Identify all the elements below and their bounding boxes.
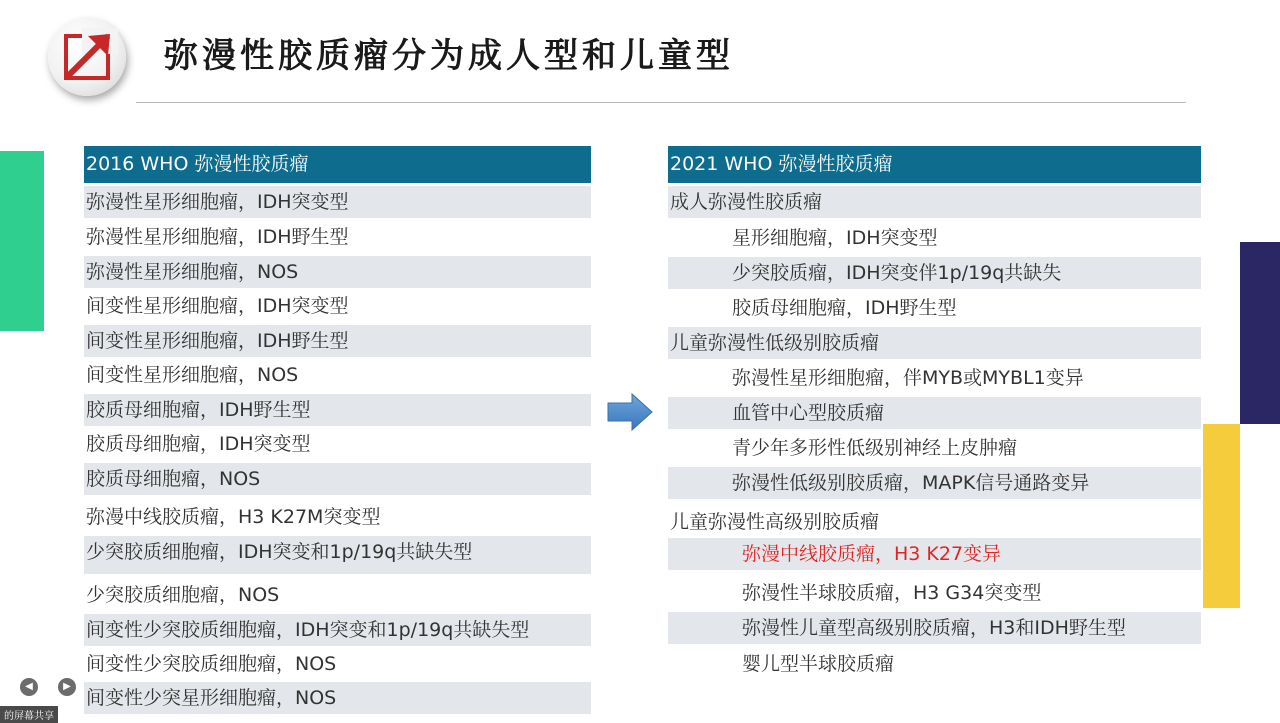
table-row [84, 536, 591, 574]
table-row [668, 362, 1201, 394]
table-header: 2016 WHO 弥漫性胶质瘤 [84, 146, 591, 183]
row-text: 婴儿型半球胶质瘤 [742, 653, 895, 675]
who-2016-table [84, 146, 591, 714]
row-text: 弥漫性低级别胶质瘤，MAPK信号通路变异 [732, 472, 1090, 494]
row-text: 胶质母细胞瘤，NOS [86, 468, 261, 490]
row-text: 间变性星形细胞瘤，IDH突变型 [86, 295, 349, 317]
table-row [84, 394, 591, 426]
row-text: 青少年多形性低级别神经上皮肿瘤 [732, 437, 1018, 459]
next-icon[interactable]: ▶ [58, 678, 76, 696]
table-row [84, 428, 591, 460]
who-2021-table [668, 146, 1201, 686]
row-text: 弥漫中线胶质瘤，H3 K27M突变型 [86, 506, 381, 528]
table-row [84, 290, 591, 322]
table-row-category [668, 186, 1201, 218]
row-text: 弥漫性半球胶质瘤，H3 G34突变型 [742, 582, 1042, 604]
row-text: 弥漫性星形细胞瘤，NOS [86, 261, 299, 283]
category-text: 成人弥漫性胶质瘤 [670, 191, 823, 213]
table-row [668, 397, 1201, 429]
table-row [84, 501, 591, 533]
table-row [84, 682, 591, 714]
row-text: 少突胶质瘤，IDH突变伴1p/19q共缺失 [732, 262, 1062, 284]
row-text: 间变性星形细胞瘤，NOS [86, 364, 299, 386]
table-row [668, 432, 1201, 464]
table-row [668, 648, 1201, 680]
prev-icon[interactable]: ◀ [20, 678, 38, 696]
table-row [84, 614, 591, 646]
table-row [84, 325, 591, 357]
row-text: 胶质母细胞瘤，IDH野生型 [732, 297, 957, 319]
table-row [84, 648, 591, 680]
table-header: 2021 WHO 弥漫性胶质瘤 [668, 146, 1201, 183]
screen-share-label: 的屏幕共享 [0, 706, 58, 723]
row-text: 间变性少突胶质细胞瘤，IDH突变和1p/19q共缺失型 [86, 619, 530, 641]
table-row [84, 256, 591, 288]
row-text: 血管中心型胶质瘤 [732, 402, 885, 424]
logo [48, 18, 126, 96]
row-text: 弥漫性星形细胞瘤，IDH野生型 [86, 226, 349, 248]
table-row [668, 222, 1201, 254]
row-text: 间变性少突星形细胞瘤，NOS [86, 687, 337, 709]
table-row-highlighted [668, 538, 1201, 570]
navy-accent-bar [1240, 242, 1280, 424]
right-arrow-icon [606, 392, 654, 432]
table-row-category [668, 327, 1201, 359]
row-text: 弥漫性星形细胞瘤，IDH突变型 [86, 191, 349, 213]
row-text: 间变性少突胶质细胞瘤，NOS [86, 653, 337, 675]
row-text: 胶质母细胞瘤，IDH野生型 [86, 399, 311, 421]
row-text: 少突胶质细胞瘤，NOS [86, 584, 280, 606]
category-text: 儿童弥漫性高级别胶质瘤 [670, 511, 880, 533]
row-text: 弥漫性星形细胞瘤，伴MYB或MYBL1变异 [732, 367, 1084, 389]
title-divider [136, 102, 1186, 103]
table-row [668, 257, 1201, 289]
row-text: 胶质母细胞瘤，IDH突变型 [86, 433, 311, 455]
category-text: 儿童弥漫性低级别胶质瘤 [670, 332, 880, 354]
table-row-category [668, 506, 1201, 538]
table-row [668, 577, 1201, 609]
slide-title: 弥漫性胶质瘤分为成人型和儿童型 [164, 36, 734, 76]
row-text: 间变性星形细胞瘤，IDH野生型 [86, 330, 349, 352]
highlighted-row-text: 弥漫中线胶质瘤，H3 K27变异 [742, 543, 1002, 565]
table-row [668, 467, 1201, 499]
yellow-accent-bar [1203, 424, 1240, 608]
row-text: 星形细胞瘤，IDH突变型 [732, 227, 938, 249]
table-row [84, 359, 591, 391]
row-text: 弥漫性儿童型高级别胶质瘤，H3和IDH野生型 [742, 617, 1126, 639]
table-row [84, 221, 591, 253]
table-row [84, 579, 591, 611]
table-row [668, 292, 1201, 324]
green-accent-bar [0, 151, 44, 331]
arrow-up-right-icon [48, 18, 126, 96]
table-row [84, 463, 591, 495]
table-row [84, 186, 591, 218]
row-text: 少突胶质细胞瘤，IDH突变和1p/19q共缺失型 [86, 541, 473, 563]
table-row [668, 612, 1201, 644]
